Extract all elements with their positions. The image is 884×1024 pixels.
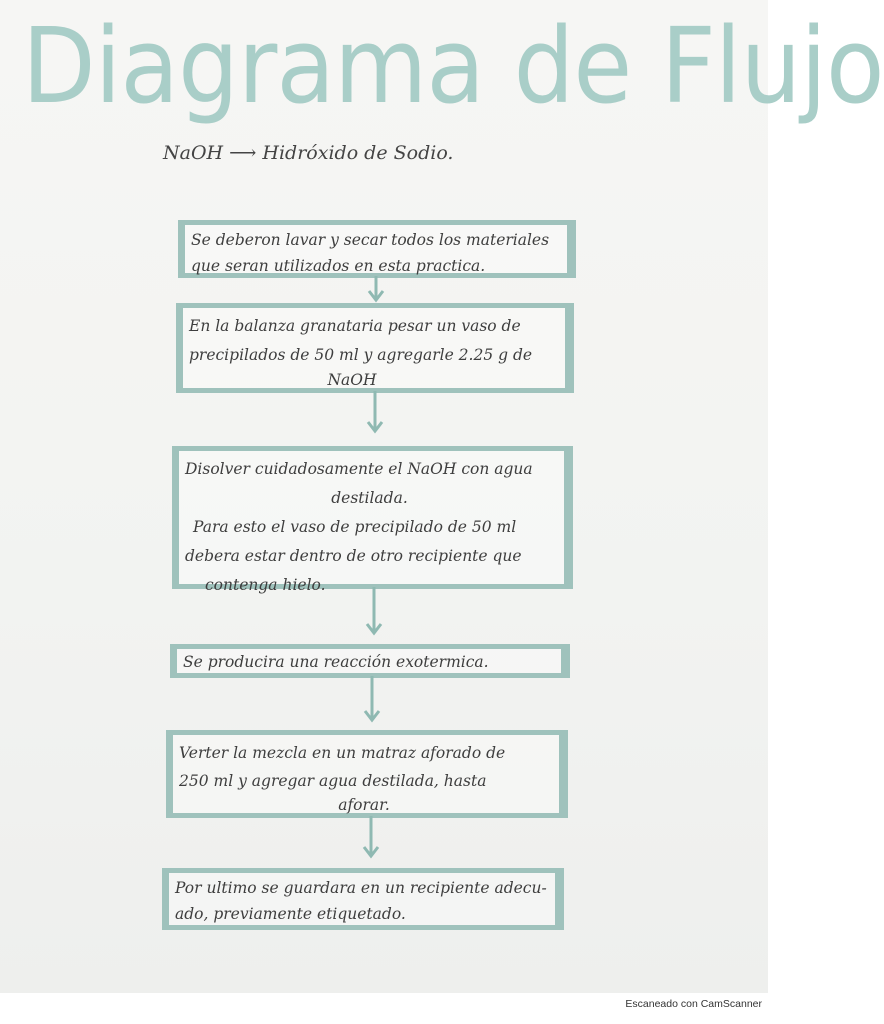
flow-step-3 — [172, 446, 573, 594]
flow-step-3-line-1: Disolver cuidadosamente el NaOH con agua — [185, 460, 533, 478]
flow-step-6 — [162, 868, 564, 930]
arrow-down-icon — [366, 276, 386, 306]
flow-step-2-line-1: En la balanza granataria pesar un vaso de — [189, 317, 521, 335]
arrow-down-icon — [364, 587, 384, 637]
flow-step-6-line-2: ado, previamente etiquetado. — [175, 905, 406, 923]
flow-step-4-line-1: Se producira una reacción exotermica. — [183, 653, 489, 671]
flow-step-5-line-3: aforar. — [338, 796, 390, 814]
flow-step-5-line-1: Verter la mezcla en un matraz aforado de — [179, 744, 506, 762]
flow-step-4 — [170, 644, 570, 678]
flow-step-3-line-3: Para esto el vaso de precipilado de 50 ml — [193, 518, 517, 536]
arrow-down-icon — [361, 816, 381, 860]
flow-step-3-line-4: debera estar dentro de otro recipiente que — [185, 547, 522, 565]
arrow-down-icon — [365, 391, 385, 435]
flow-step-2-line-3: NaOH — [327, 371, 377, 389]
flow-step-2 — [176, 303, 574, 393]
flow-step-1-line-2: que seran utilizados en esta practica. — [191, 257, 486, 275]
scanner-watermark: Escaneado con CamScanner — [625, 998, 762, 1010]
flow-step-6-line-1: Por ultimo se guardara en un recipiente adecu- — [175, 879, 547, 897]
flow-step-5 — [166, 730, 568, 818]
flow-step-3-line-5: contenga hielo. — [205, 576, 326, 594]
flow-step-1 — [178, 220, 576, 278]
diagram-title: Diagrama de Flujo — [22, 5, 884, 127]
flow-step-1-line-1: Se deberon lavar y secar todos los materiales — [191, 231, 550, 249]
flow-step-2-line-2: precipilados de 50 ml y agregarle 2.25 g de — [189, 346, 533, 364]
flow-step-5-line-2: 250 ml y agregar agua destilada, hasta — [179, 772, 487, 790]
arrow-down-icon — [362, 676, 382, 724]
diagram-subtitle: NaOH ⟶ Hidróxido de Sodio. — [163, 142, 454, 164]
flow-step-3-line-2: destilada. — [331, 489, 408, 507]
